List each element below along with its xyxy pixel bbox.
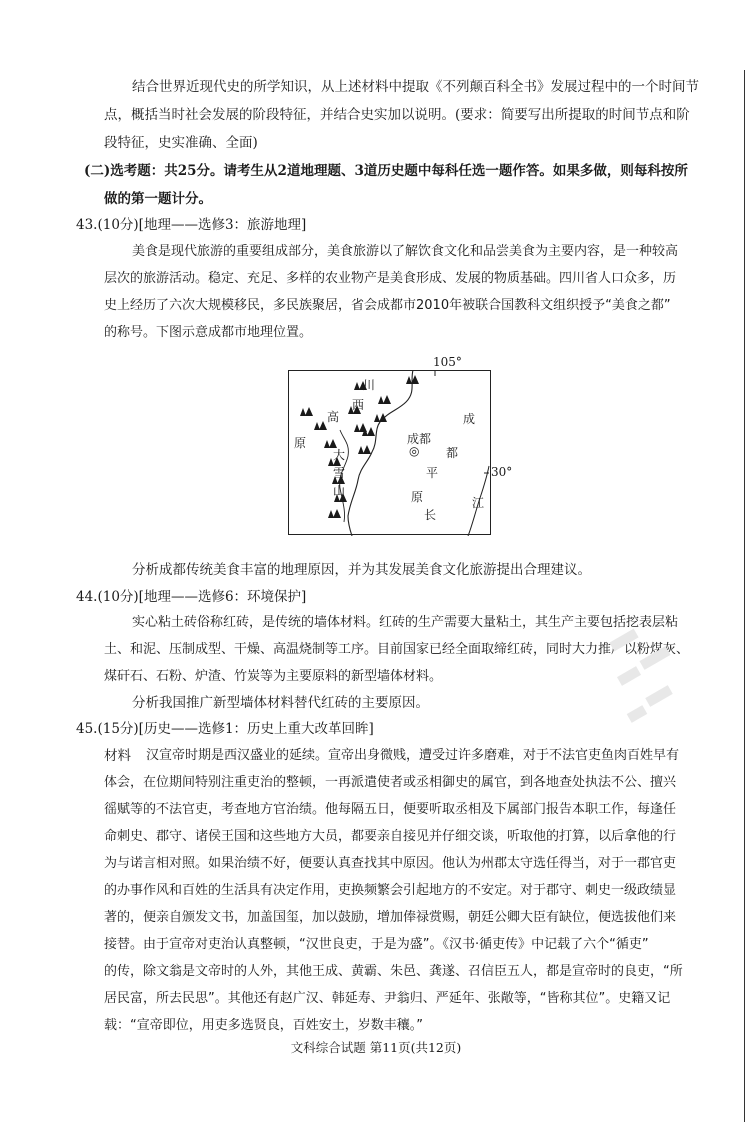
- map-label-xi: 西: [352, 398, 365, 412]
- q45-material-line-9: 的传，除文翁是文帝时的人外，其他王成、黄霸、朱邑、龚遂、召信臣五人，都是宣帝时的良吏，“所: [104, 964, 683, 979]
- section-two-line-2: 做的第一题计分。: [104, 191, 212, 207]
- q44-header: 44.(10分)[地理——选修6：环境保护]: [76, 589, 307, 605]
- map-latitude-label: 30°: [491, 465, 513, 479]
- q43-material-line-2: 层次的旅游活动。稳定、充足、多样的农业物产是美食形成、发展的物质基础。四川省人口众多，历: [104, 271, 677, 286]
- q45-material-line-2: 体会，在位期间特别注重吏治的整顿，一再派遣使者或丞相御史的属官，到各地查处执法不公、擅兴: [104, 775, 677, 790]
- q45-header: 45.(15分)[历史——选修1：历史上重大改革回眸]: [76, 721, 374, 737]
- q43-question: 分析成都传统美食丰富的地理原因，并为其发展美食文化旅游提出合理建议。: [132, 562, 591, 578]
- q45-material-line-6: 的办事作风和百姓的生活具有决定作用，吏换频繁会引起地方的不安定。对于郡守、刺史一级政绩显: [104, 883, 677, 898]
- q45-material-line-11: 载：“宣帝即位，用吏多选贤良，百姓安土，岁数丰穰。”: [104, 1018, 423, 1033]
- map-label-yuan-plateau: 原: [294, 436, 307, 450]
- intro-line-3: 段特征，史实准确、全面): [104, 135, 258, 151]
- q45-material-line-1: 汉宣帝时期是西汉盛业的延续。宣帝出身微贱，遭受过许多磨难，对于不法官吏鱼肉百姓早有: [146, 748, 680, 763]
- q45-material-label: 材料: [104, 748, 131, 764]
- right-margin-line: [744, 70, 745, 1122]
- map-label-yuan-plain: 原: [411, 490, 424, 504]
- map-label-gao: 高: [327, 410, 340, 424]
- watermark-graphic: [600, 625, 700, 735]
- q45-material-line-8: 接替。由于宣帝对吏治认真整顿，“汉世良吏，于是为盛”。《汉书·循吏传》中记载了六个“循吏”: [104, 937, 649, 952]
- q45-material-line-4: 命刺史、郡守、诸侯王国和这些地方大员，都要亲自接见并仔细交谈，听取他的打算，以后拿他的行: [104, 829, 677, 844]
- q44-material-line-1: 实心粘土砖俗称红砖，是传统的墙体材料。红砖的生产需要大量粘土，其生产主要包括挖表层粘: [132, 615, 679, 630]
- q45-material-line-5: 为与诺言相对照。如果治绩不好，便要认真查找其中原因。他认为州郡太守选任得当，对于一郡官吏: [104, 856, 677, 871]
- page-footer: 文科综合试题 第11页(共12页): [290, 1040, 462, 1055]
- chengdu-map-drawing: [288, 370, 492, 536]
- plateau-boundary: [348, 370, 413, 536]
- q43-material-line-1: 美食是现代旅游的重要组成部分，美食旅游以了解饮食文化和品尝美食为主要内容，是一种较高: [132, 244, 679, 259]
- map-label-shan: 山: [333, 484, 346, 498]
- q43-header: 43.(10分)[地理——选修3：旅游地理]: [76, 217, 307, 233]
- map-label-xue: 雪: [333, 466, 346, 480]
- map-longitude-label: 105°: [433, 355, 462, 369]
- q45-material-line-10: 居民富，所去民思”。其他还有赵广汉、韩延寿、尹翁归、严延年、张敞等，“皆称其位”。史籍又记: [104, 991, 671, 1006]
- q45-material-line-3: 徭赋等的不法官吏，考查地方官治绩。他每隔五日，便要听取丞相及下属部门报告本职工作，每逢任: [104, 802, 677, 817]
- map-city-chengdu: 成都: [407, 432, 432, 446]
- intro-line-2: 点，概括当时社会发展的阶段特征，并结合史实加以说明。(要求：简要写出所提取的时间节点和阶: [104, 107, 690, 123]
- map-label-da: 大: [333, 448, 346, 462]
- map-label-du: 都: [446, 446, 459, 460]
- q45-material-line-7: 著的，便亲自颁发文书，加盖国玺，加以鼓励，增加俸禄赏赐，朝廷公卿大臣有缺位，便选拔他们来: [104, 910, 677, 925]
- intro-line-1: 结合世界近现代史的所学知识，从上述材料中提取《不列颠百科全书》发展过程中的一个时间节: [132, 79, 699, 95]
- map-label-jiang: 江: [472, 496, 485, 510]
- q43-material-line-3: 史上经历了六次大规模移民，多民族聚居，省会成都市2010年被联合国教科文组织授予“美食之都”: [104, 298, 671, 313]
- map-label-ping: 平: [426, 466, 439, 480]
- map-label-chang: 长: [424, 508, 437, 522]
- map-label-cheng: 成: [463, 412, 476, 426]
- q43-material-line-4: 的称号。下图示意成都市地理位置。: [104, 325, 313, 340]
- q44-material-line-2: 土、和泥、压制成型、干燥、高温烧制等工序。目前国家已经全面取缔红砖，同时大力推广以粉煤灰、: [104, 642, 690, 657]
- section-two-line-1: (二)选考题：共25分。请考生从2道地理题、3道历史题中每科任选一题作答。如果多做，则每科按所: [84, 163, 688, 179]
- q44-question: 分析我国推广新型墙体材料替代红砖的主要原因。: [132, 695, 429, 711]
- map-city-symbol: ◎: [409, 444, 420, 458]
- q44-material-line-3: 煤矸石、石粉、炉渣、竹炭等为主要原料的新型墙体材料。: [104, 669, 443, 684]
- map-label-chuan: 川: [363, 378, 376, 392]
